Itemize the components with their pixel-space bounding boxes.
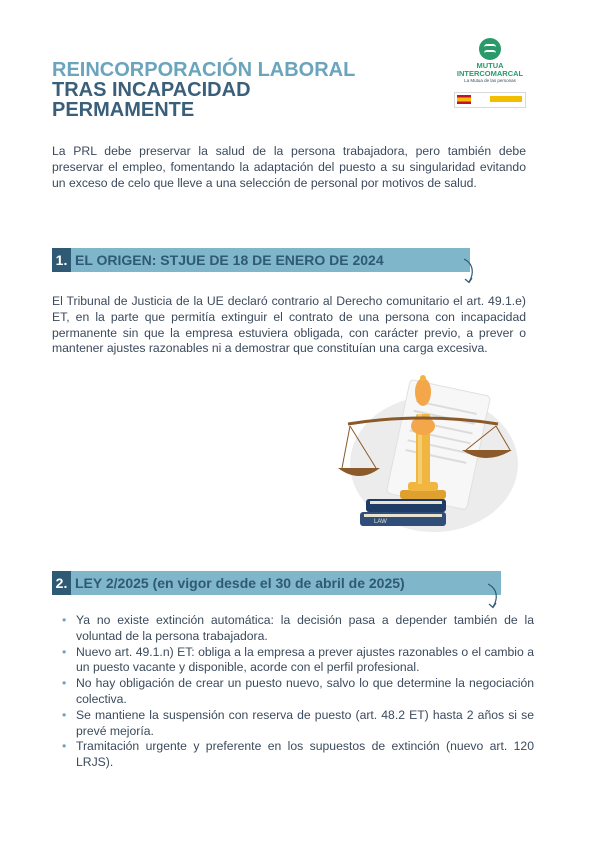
bullet-icon: • (62, 707, 67, 722)
government-emblem-icon (474, 95, 488, 104)
list-item (60, 739, 534, 771)
bullet-icon: • (62, 739, 67, 754)
title-line-1: REINCORPORACIÓN LABORAL (52, 59, 356, 81)
list-item-text: Ya no existe extinción automática: la decisión pasa a depender también de la voluntad de la persona trabajadora. (76, 613, 534, 643)
section-1-title: EL ORIGEN: STJUE DE 18 DE ENERO DE 2024 (71, 248, 470, 272)
section-1-number: 1. (52, 248, 71, 272)
title-line-2: TRAS INCAPACIDAD (52, 79, 251, 101)
section-2-header (52, 571, 501, 595)
mutua-logo-icon (479, 38, 501, 60)
section-2-title: LEY 2/2025 (en vigor desde el 30 de abril de 2025) (71, 571, 501, 595)
intro-paragraph: La PRL debe preservar la salud de la persona trabajadora, pero también debe preservar el empleo, fomentando la adaptación del puesto a su singularidad evitando un exceso de celo que lleve a una selección de personal por motivos de salud. (52, 144, 526, 190)
government-logo (454, 92, 526, 108)
list-item-text: Tramitación urgente y preferente en los supuestos de extinción (nuevo art. 120 LRJS). (76, 739, 534, 770)
title-line-3: PERMAMENTE (52, 99, 195, 121)
list-item (60, 708, 534, 740)
curved-arrow-icon (462, 258, 476, 284)
logo-name-line-2: INTERCOMARCAL (456, 69, 524, 78)
list-item (60, 613, 534, 645)
scale-of-justice-illustration (326, 372, 518, 536)
page-title (52, 60, 355, 120)
mutua-logo (453, 38, 527, 84)
logo-tagline: La Mutua de las personas (464, 78, 516, 83)
section-2-number: 2. (52, 571, 71, 595)
ministry-band-icon (490, 96, 522, 102)
spain-flag-icon (457, 95, 471, 104)
bullet-icon: • (62, 644, 67, 659)
section-1-header (52, 248, 470, 272)
bullet-icon: • (62, 613, 67, 627)
list-item-text: No hay obligación de crear un puesto nuevo, salvo lo que determine la negociación colectiva. (76, 676, 534, 706)
list-item (60, 676, 534, 708)
list-item-text: Nuevo art. 49.1.n) ET: obliga a la empresa a prever ajustes razonables o el cambio a un puesto vacante y disponible, acorde con el perfil profesional. (76, 644, 534, 675)
logo-name-line-1: MUTUA (476, 61, 504, 70)
book-label: LAW (374, 519, 387, 525)
list-item-text: Se mantiene la suspensión con reserva de puesto (art. 48.2 ET) hasta 2 años si se prevé mejoría. (76, 707, 534, 738)
bullet-icon: • (62, 676, 67, 691)
curved-arrow-icon (486, 583, 500, 609)
section-1-body: El Tribunal de Justicia de la UE declaró contrario al Derecho comunitario el art. 49.1.e) ET, en la parte que permitía extinguir el contrato de una persona con incapacidad permanente sin que la empresa estuviera obligada, con carácter previo, a prever o mantener ajustes razonables ni a demostrar que constituían una carga excesiva. (52, 294, 526, 356)
list-item (60, 645, 534, 677)
section-2-bullet-list (60, 613, 534, 771)
